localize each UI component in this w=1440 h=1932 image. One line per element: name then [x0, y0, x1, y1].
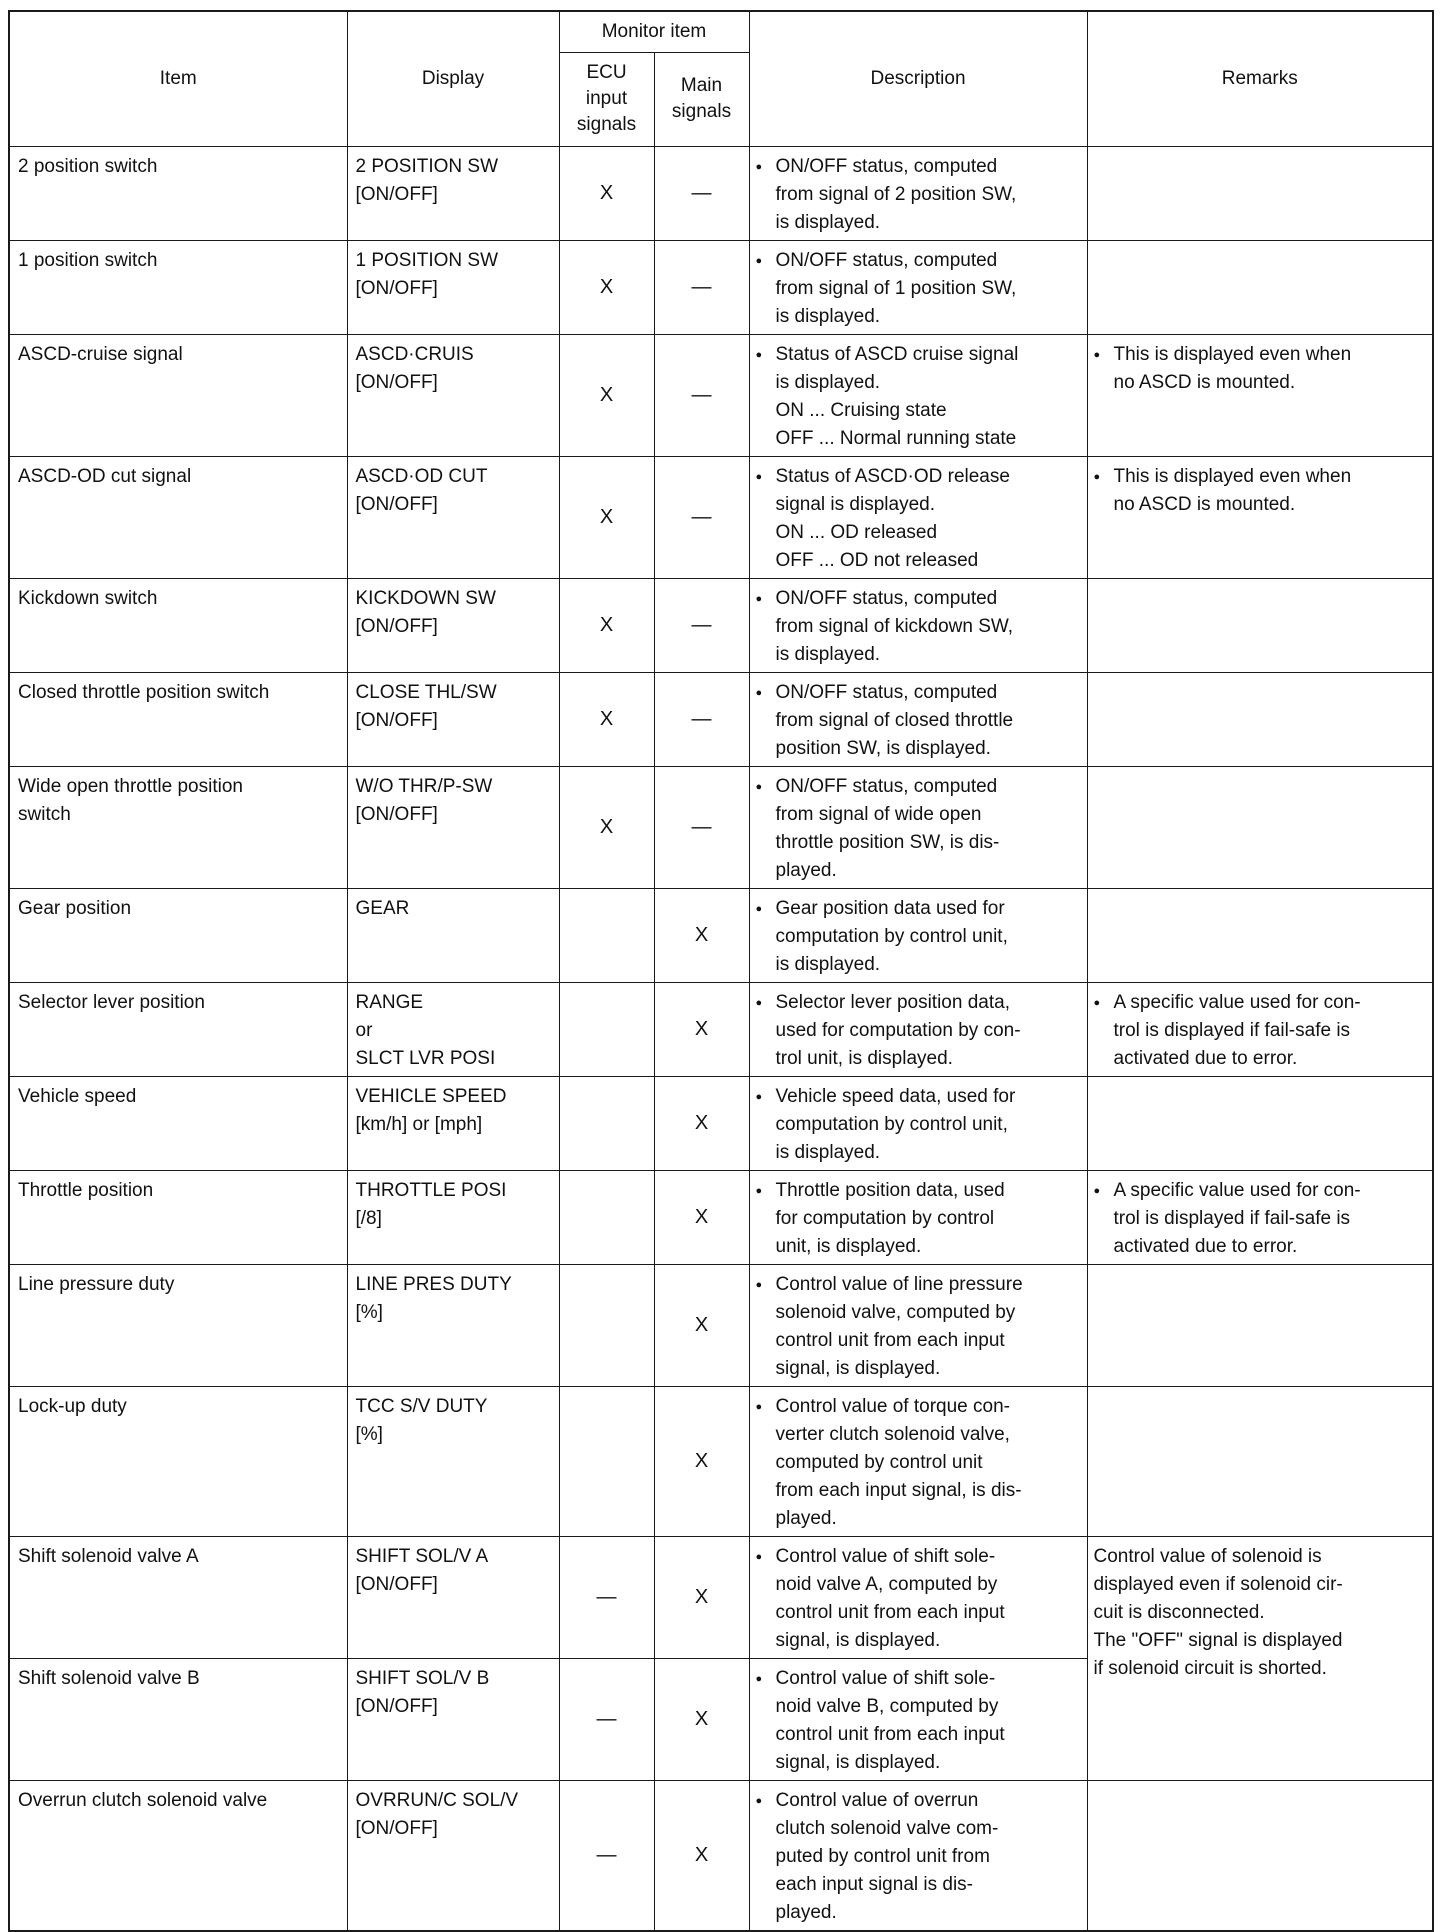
description-text: Control value of line pressure — [775, 1273, 1023, 1295]
display-text: SHIFT SOL/V A — [355, 1545, 489, 1567]
table-row — [9, 1536, 1433, 1658]
description-text: each input signal is dis- — [775, 1873, 973, 1895]
ecu-input-mark — [559, 982, 654, 1076]
bullet-icon: ● — [1093, 348, 1101, 361]
table-row — [9, 982, 1433, 1076]
ecu-input-mark: X — [559, 766, 654, 888]
remarks-text: This is displayed even when — [1113, 343, 1352, 365]
bullet-icon: ● — [755, 1794, 763, 1807]
description-cell — [749, 1386, 1087, 1536]
description-text: position SW, is displayed. — [775, 737, 991, 759]
item-cell — [9, 982, 347, 1076]
display-cell — [347, 146, 559, 240]
remarks-bullet — [1094, 1177, 1427, 1205]
bullet-icon: ● — [755, 1400, 763, 1413]
description-text: played. — [775, 1901, 837, 1923]
description-text: is displayed. — [775, 305, 881, 327]
display-text: [ON/OFF] — [355, 1817, 438, 1839]
display-text: [%] — [355, 1301, 383, 1323]
header-display: Display — [347, 11, 559, 146]
display-cell — [347, 240, 559, 334]
description-text: control unit from each input — [775, 1601, 1005, 1623]
item-text: Selector lever position — [18, 991, 205, 1013]
description-cell — [749, 766, 1087, 888]
ecu-input-mark — [559, 888, 654, 982]
description-text: Control value of shift sole- — [775, 1667, 996, 1689]
description-bullet — [756, 679, 1081, 707]
description-cell — [749, 1536, 1087, 1658]
description-text: unit, is displayed. — [775, 1235, 922, 1257]
item-text: Closed throttle position switch — [18, 681, 270, 703]
bullet-icon: ● — [755, 592, 763, 605]
description-text: Status of ASCD cruise signal — [775, 343, 1019, 365]
item-text: Shift solenoid valve B — [18, 1667, 200, 1689]
header-main-line: signals — [671, 101, 732, 122]
description-text: ON/OFF status, computed — [775, 587, 998, 609]
display-cell — [347, 766, 559, 888]
item-text: Vehicle speed — [18, 1085, 137, 1107]
description-text: ON ... Cruising state — [775, 399, 947, 421]
ecu-input-mark: — — [559, 1658, 654, 1780]
remarks-text: no ASCD is mounted. — [1113, 493, 1296, 515]
main-signal-mark: X — [654, 1076, 749, 1170]
table-row — [9, 146, 1433, 240]
display-text: SHIFT SOL/V B — [355, 1667, 490, 1689]
description-bullet — [756, 1787, 1081, 1815]
description-text: OFF ... OD not released — [775, 549, 979, 571]
ecu-input-mark: X — [559, 456, 654, 578]
description-text: computation by control unit, — [775, 1113, 1008, 1135]
description-text: ON/OFF status, computed — [775, 681, 998, 703]
description-text: verter clutch solenoid valve, — [775, 1423, 1010, 1445]
description-text: played. — [775, 1507, 837, 1529]
ecu-input-mark: X — [559, 146, 654, 240]
remarks-bullet — [1094, 989, 1427, 1017]
remarks-text: activated due to error. — [1113, 1047, 1298, 1069]
main-signal-mark: X — [654, 1780, 749, 1931]
description-text: ON/OFF status, computed — [775, 249, 998, 271]
remarks-cell — [1087, 1780, 1433, 1931]
ecu-input-mark: X — [559, 240, 654, 334]
display-cell — [347, 1658, 559, 1780]
table-row — [9, 1386, 1433, 1536]
table-row — [9, 240, 1433, 334]
description-text: trol unit, is displayed. — [775, 1047, 953, 1069]
description-text: Gear position data used for — [775, 897, 1005, 919]
bullet-icon: ● — [1093, 1184, 1101, 1197]
description-text: puted by control unit from — [775, 1845, 990, 1867]
item-text: 2 position switch — [18, 155, 158, 177]
item-cell — [9, 456, 347, 578]
description-cell — [749, 334, 1087, 456]
description-text: computed by control unit — [775, 1451, 983, 1473]
main-signal-mark: — — [654, 766, 749, 888]
display-text: LINE PRES DUTY — [355, 1273, 512, 1295]
bullet-icon: ● — [1093, 996, 1101, 1009]
description-cell — [749, 982, 1087, 1076]
display-text: [ON/OFF] — [355, 183, 438, 205]
bullet-icon: ● — [755, 1672, 763, 1685]
description-text: Control value of torque con- — [775, 1395, 1010, 1417]
ecu-input-mark — [559, 1386, 654, 1536]
remarks-cell — [1087, 146, 1433, 240]
table-row — [9, 1780, 1433, 1931]
bullet-icon: ● — [755, 780, 763, 793]
description-bullet — [756, 989, 1081, 1017]
ecu-input-mark: — — [559, 1536, 654, 1658]
remarks-cell — [1087, 578, 1433, 672]
remarks-bullet — [1094, 341, 1427, 369]
main-signal-mark: — — [654, 672, 749, 766]
item-cell — [9, 1076, 347, 1170]
header-ecu-line: signals — [576, 114, 637, 135]
display-text: [ON/OFF] — [355, 493, 438, 515]
description-text: signal, is displayed. — [775, 1751, 941, 1773]
item-text: switch — [18, 803, 71, 825]
description-text: solenoid valve, computed by — [775, 1301, 1016, 1323]
table-row — [9, 888, 1433, 982]
main-signal-mark: X — [654, 982, 749, 1076]
display-text: RANGE — [355, 991, 424, 1013]
item-text: Overrun clutch solenoid valve — [18, 1789, 268, 1811]
remarks-text: trol is displayed if fail-safe is — [1113, 1207, 1351, 1229]
description-text: played. — [775, 859, 837, 881]
remarks-text: This is displayed even when — [1113, 465, 1352, 487]
display-cell — [347, 456, 559, 578]
display-text: GEAR — [355, 897, 410, 919]
item-cell — [9, 672, 347, 766]
description-text: throttle position SW, is dis- — [775, 831, 1000, 853]
display-cell — [347, 1386, 559, 1536]
display-text: [km/h] or [mph] — [355, 1113, 483, 1135]
display-cell — [347, 982, 559, 1076]
remarks-cell — [1087, 456, 1433, 578]
description-bullet — [756, 463, 1081, 491]
header-description: Description — [749, 11, 1087, 146]
monitor-item-table-page — [8, 10, 1434, 1932]
remarks-text: The "OFF" signal is displayed — [1093, 1629, 1343, 1651]
description-text: clutch solenoid valve com- — [775, 1817, 999, 1839]
display-text: [ON/OFF] — [355, 277, 438, 299]
description-bullet — [756, 1271, 1081, 1299]
remarks-text: no ASCD is mounted. — [1113, 371, 1296, 393]
ecu-input-mark — [559, 1264, 654, 1386]
description-text: used for computation by con- — [775, 1019, 1021, 1041]
table-row — [9, 578, 1433, 672]
remarks-cell — [1087, 982, 1433, 1076]
item-text: Gear position — [18, 897, 132, 919]
display-text: [ON/OFF] — [355, 709, 438, 731]
description-text: noid valve B, computed by — [775, 1695, 999, 1717]
display-cell — [347, 1264, 559, 1386]
display-text: [ON/OFF] — [355, 1695, 438, 1717]
item-cell — [9, 1536, 347, 1658]
description-bullet — [756, 1543, 1081, 1571]
display-text: [ON/OFF] — [355, 803, 438, 825]
remarks-text: cuit is disconnected. — [1093, 1601, 1265, 1623]
ecu-input-mark: X — [559, 672, 654, 766]
remarks-bullet — [1094, 463, 1427, 491]
display-cell — [347, 1780, 559, 1931]
item-text: ASCD-OD cut signal — [18, 465, 192, 487]
bullet-icon: ● — [755, 470, 763, 483]
display-text: CLOSE THL/SW — [355, 681, 497, 703]
main-signal-mark: — — [654, 578, 749, 672]
header-ecu-line: input — [585, 88, 628, 109]
description-bullet — [756, 585, 1081, 613]
description-text: is displayed. — [775, 643, 881, 665]
display-text: 1 POSITION SW — [355, 249, 499, 271]
description-text: Status of ASCD·OD release — [775, 465, 1010, 487]
item-cell — [9, 1658, 347, 1780]
bullet-icon: ● — [755, 160, 763, 173]
item-text: Throttle position — [18, 1179, 154, 1201]
remarks-text: A specific value used for con- — [1113, 1179, 1361, 1201]
display-text: VEHICLE SPEED — [355, 1085, 507, 1107]
display-text: OVRRUN/C SOL/V — [355, 1789, 519, 1811]
main-signal-mark: X — [654, 1170, 749, 1264]
remarks-cell — [1087, 1264, 1433, 1386]
description-cell — [749, 888, 1087, 982]
display-text: W/O THR/P-SW — [355, 775, 493, 797]
display-cell — [347, 334, 559, 456]
remarks-cell — [1087, 334, 1433, 456]
table-row — [9, 334, 1433, 456]
display-text: 2 POSITION SW — [355, 155, 499, 177]
table-row — [9, 1076, 1433, 1170]
display-text: SLCT LVR POSI — [355, 1047, 496, 1069]
display-text: ASCD·CRUIS — [355, 343, 474, 365]
description-text: from signal of kickdown SW, — [775, 615, 1014, 637]
main-signal-mark: X — [654, 1536, 749, 1658]
display-cell — [347, 578, 559, 672]
bullet-icon: ● — [755, 996, 763, 1009]
table-row — [9, 672, 1433, 766]
ecu-input-mark: — — [559, 1780, 654, 1931]
header-monitor-item: Monitor item — [559, 11, 749, 52]
display-text: TCC S/V DUTY — [355, 1395, 488, 1417]
display-cell — [347, 888, 559, 982]
remarks-cell — [1087, 1076, 1433, 1170]
item-cell — [9, 1170, 347, 1264]
item-cell — [9, 888, 347, 982]
remarks-text: A specific value used for con- — [1113, 991, 1361, 1013]
main-signal-mark: — — [654, 334, 749, 456]
display-cell — [347, 672, 559, 766]
bullet-icon: ● — [755, 1278, 763, 1291]
description-text: noid valve A, computed by — [775, 1573, 998, 1595]
description-bullet — [756, 341, 1081, 369]
item-text: Lock-up duty — [18, 1395, 127, 1417]
remarks-text: Control value of solenoid is — [1093, 1545, 1322, 1567]
bullet-icon: ● — [755, 254, 763, 267]
description-cell — [749, 146, 1087, 240]
description-cell — [749, 456, 1087, 578]
description-text: from each input signal, is dis- — [775, 1479, 1022, 1501]
description-text: is displayed. — [775, 1141, 881, 1163]
table-row — [9, 766, 1433, 888]
ecu-input-mark: X — [559, 334, 654, 456]
header-ecu-input-signals — [559, 52, 654, 146]
description-text: Selector lever position data, — [775, 991, 1010, 1013]
remarks-cell — [1087, 240, 1433, 334]
description-text: signal, is displayed. — [775, 1629, 941, 1651]
item-cell — [9, 334, 347, 456]
item-text: 1 position switch — [18, 249, 158, 271]
display-text: [ON/OFF] — [355, 1573, 438, 1595]
description-bullet — [756, 1177, 1081, 1205]
item-cell — [9, 1386, 347, 1536]
display-text: [ON/OFF] — [355, 371, 438, 393]
item-text: ASCD-cruise signal — [18, 343, 183, 365]
main-signal-mark: — — [654, 240, 749, 334]
header-ecu-line: ECU — [586, 62, 627, 83]
display-text: THROTTLE POSI — [355, 1179, 507, 1201]
description-text: is displayed. — [775, 371, 881, 393]
ecu-input-mark: X — [559, 578, 654, 672]
description-text: Vehicle speed data, used for — [775, 1085, 1016, 1107]
description-text: from signal of closed throttle — [775, 709, 1014, 731]
display-text: [%] — [355, 1423, 383, 1445]
item-text: Kickdown switch — [18, 587, 158, 609]
remarks-cell — [1087, 672, 1433, 766]
main-signal-mark: X — [654, 888, 749, 982]
display-cell — [347, 1076, 559, 1170]
description-text: ON ... OD released — [775, 521, 938, 543]
description-cell — [749, 578, 1087, 672]
remarks-text: activated due to error. — [1113, 1235, 1298, 1257]
description-text: Throttle position data, used — [775, 1179, 1005, 1201]
description-bullet — [756, 1083, 1081, 1111]
item-cell — [9, 1780, 347, 1931]
display-text: or — [355, 1019, 373, 1041]
remarks-cell — [1087, 1170, 1433, 1264]
display-text: [/8] — [355, 1207, 382, 1229]
header-main-signals — [654, 52, 749, 146]
ecu-input-mark — [559, 1170, 654, 1264]
description-text: from signal of 1 position SW, — [775, 277, 1017, 299]
remarks-text: if solenoid circuit is shorted. — [1093, 1657, 1327, 1679]
description-bullet — [756, 153, 1081, 181]
description-text: control unit from each input — [775, 1329, 1005, 1351]
header-remarks: Remarks — [1087, 11, 1433, 146]
description-text: control unit from each input — [775, 1723, 1005, 1745]
description-text: ON/OFF status, computed — [775, 775, 998, 797]
monitor-item-table — [8, 10, 1434, 1932]
remarks-cell — [1087, 888, 1433, 982]
description-text: from signal of 2 position SW, — [775, 183, 1017, 205]
description-text: computation by control unit, — [775, 925, 1008, 947]
bullet-icon: ● — [755, 902, 763, 915]
description-text: is displayed. — [775, 953, 881, 975]
description-text: signal is displayed. — [775, 493, 935, 515]
description-cell — [749, 672, 1087, 766]
description-text: ON/OFF status, computed — [775, 155, 998, 177]
display-cell — [347, 1170, 559, 1264]
display-text: KICKDOWN SW — [355, 587, 496, 609]
description-cell — [749, 240, 1087, 334]
bullet-icon: ● — [755, 1090, 763, 1103]
remarks-text: trol is displayed if fail-safe is — [1113, 1019, 1351, 1041]
description-bullet — [756, 895, 1081, 923]
remarks-cell — [1087, 1536, 1433, 1780]
main-signal-mark: X — [654, 1264, 749, 1386]
description-text: for computation by control — [775, 1207, 995, 1229]
ecu-input-mark — [559, 1076, 654, 1170]
item-text: Shift solenoid valve A — [18, 1545, 199, 1567]
description-cell — [749, 1658, 1087, 1780]
header-main-line: Main — [680, 75, 723, 96]
bullet-icon: ● — [755, 1184, 763, 1197]
description-cell — [749, 1780, 1087, 1931]
bullet-icon: ● — [1093, 470, 1101, 483]
remarks-text: displayed even if solenoid cir- — [1093, 1573, 1343, 1595]
bullet-icon: ● — [755, 1550, 763, 1563]
table-body — [9, 146, 1433, 1931]
description-text: Control value of overrun — [775, 1789, 979, 1811]
item-cell — [9, 1264, 347, 1386]
table-row — [9, 456, 1433, 578]
display-text: [ON/OFF] — [355, 615, 438, 637]
description-cell — [749, 1264, 1087, 1386]
bullet-icon: ● — [755, 686, 763, 699]
item-cell — [9, 146, 347, 240]
header-item: Item — [9, 11, 347, 146]
item-text: Wide open throttle position — [18, 775, 243, 797]
description-bullet — [756, 1665, 1081, 1693]
table-row — [9, 1170, 1433, 1264]
description-text: from signal of wide open — [775, 803, 982, 825]
remarks-cell — [1087, 1386, 1433, 1536]
remarks-cell — [1087, 766, 1433, 888]
item-cell — [9, 240, 347, 334]
display-text: ASCD·OD CUT — [355, 465, 488, 487]
item-text: Line pressure duty — [18, 1273, 175, 1295]
item-cell — [9, 766, 347, 888]
main-signal-mark: X — [654, 1658, 749, 1780]
description-text: signal, is displayed. — [775, 1357, 941, 1379]
description-text: is displayed. — [775, 211, 881, 233]
table-row — [9, 1264, 1433, 1386]
description-bullet — [756, 1393, 1081, 1421]
description-bullet — [756, 773, 1081, 801]
main-signal-mark: X — [654, 1386, 749, 1536]
description-text: OFF ... Normal running state — [775, 427, 1017, 449]
main-signal-mark: — — [654, 146, 749, 240]
main-signal-mark: — — [654, 456, 749, 578]
bullet-icon: ● — [755, 348, 763, 361]
item-cell — [9, 578, 347, 672]
description-text: Control value of shift sole- — [775, 1545, 996, 1567]
description-bullet — [756, 247, 1081, 275]
description-cell — [749, 1170, 1087, 1264]
description-cell — [749, 1076, 1087, 1170]
display-cell — [347, 1536, 559, 1658]
